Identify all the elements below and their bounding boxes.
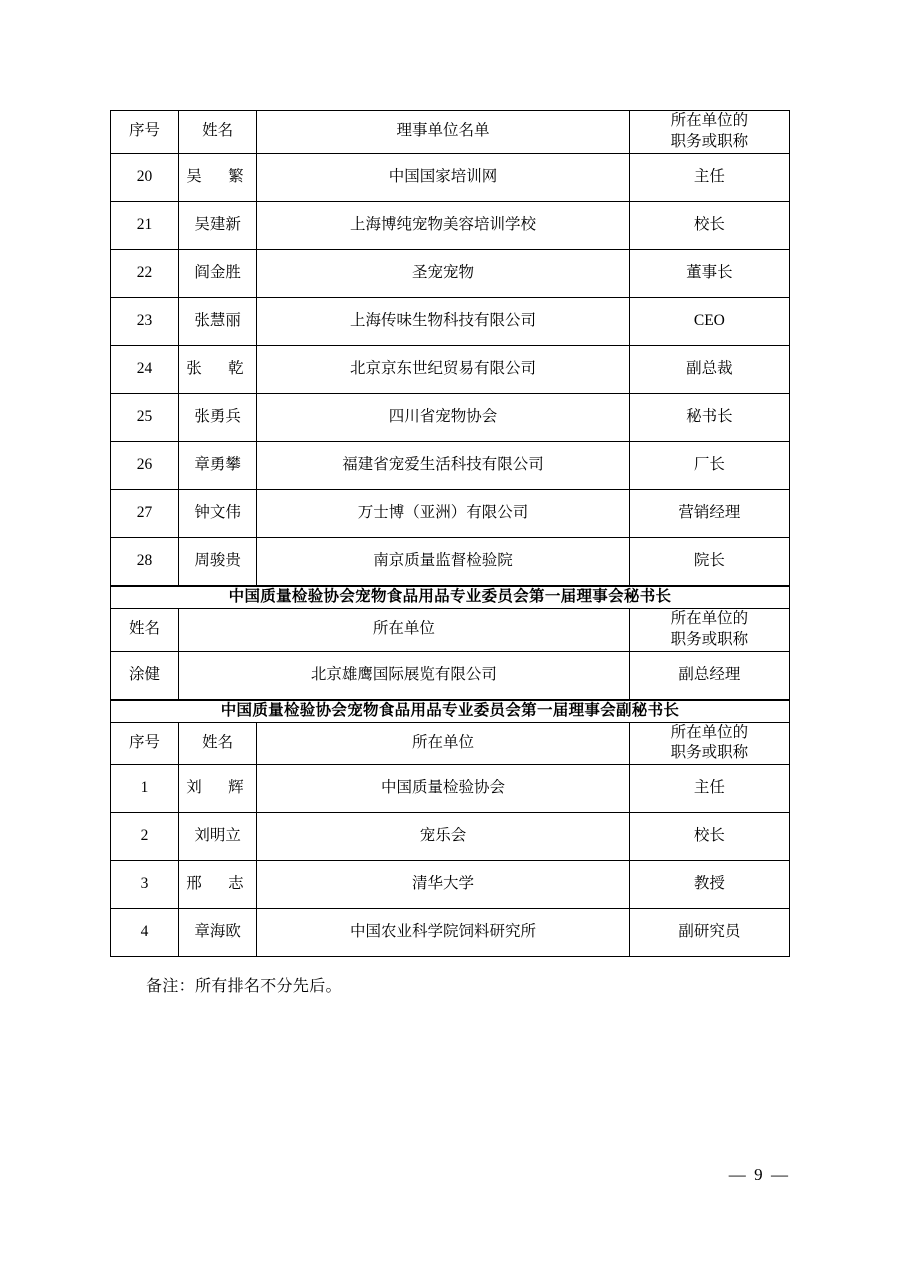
header-unit: 理事单位名单 [257, 111, 630, 154]
cell-unit: 中国质量检验协会 [257, 765, 630, 813]
cell-unit: 宠乐会 [257, 813, 630, 861]
cell-title: 校长 [629, 201, 789, 249]
cell-name: 张慧丽 [179, 297, 257, 345]
cell-name: 涂健 [111, 651, 179, 699]
table-row [111, 441, 790, 489]
cell-seq: 20 [111, 153, 179, 201]
table-row [111, 345, 790, 393]
table-row [111, 393, 790, 441]
cell-title: CEO [629, 297, 789, 345]
cell-seq: 23 [111, 297, 179, 345]
section-title-row [111, 586, 790, 608]
page-number: — 9 — [728, 1165, 790, 1184]
cell-name: 阎金胜 [179, 249, 257, 297]
cell-seq: 26 [111, 441, 179, 489]
table-row [111, 861, 790, 909]
table-row [111, 909, 790, 957]
cell-unit: 中国农业科学院饲料研究所 [257, 909, 630, 957]
header-title-line2: 职务或职称 [670, 630, 749, 648]
cell-unit: 上海博纯宠物美容培训学校 [257, 201, 630, 249]
cell-title: 厂长 [629, 441, 789, 489]
cell-title: 秘书长 [629, 393, 789, 441]
header-title-line1: 所在单位的 [670, 609, 749, 627]
header-title-line1: 所在单位的 [670, 723, 749, 741]
cell-title: 校长 [629, 813, 789, 861]
table-row [111, 249, 790, 297]
cell-seq: 27 [111, 489, 179, 537]
cell-unit: 福建省宠爱生活科技有限公司 [257, 441, 630, 489]
header-seq: 序号 [111, 722, 179, 765]
directors-table [110, 110, 790, 586]
cell-title: 副总裁 [629, 345, 789, 393]
section-title-deputy-secretary-general: 中国质量检验协会宠物食品用品专业委员会第一届理事会副秘书长 [111, 700, 790, 722]
cell-title: 副研究员 [629, 909, 789, 957]
cell-title: 主任 [629, 153, 789, 201]
cell-name: 吴 繁 [179, 153, 257, 201]
cell-unit: 上海传味生物科技有限公司 [257, 297, 630, 345]
footnote: 备注：所有排名不分先后。 [146, 978, 342, 996]
table-row [111, 765, 790, 813]
cell-title: 主任 [629, 765, 789, 813]
cell-name: 钟文伟 [179, 489, 257, 537]
header-title [629, 111, 789, 154]
table-header-row [111, 111, 790, 154]
cell-seq: 28 [111, 537, 179, 585]
cell-unit: 圣宠宠物 [257, 249, 630, 297]
cell-unit: 北京京东世纪贸易有限公司 [257, 345, 630, 393]
header-title-line2: 职务或职称 [670, 132, 749, 150]
header-name: 姓名 [179, 722, 257, 765]
cell-name: 章海欧 [179, 909, 257, 957]
cell-title: 董事长 [629, 249, 789, 297]
cell-seq: 2 [111, 813, 179, 861]
header-title [629, 608, 789, 651]
table-row [111, 813, 790, 861]
header-title-line1: 所在单位的 [670, 112, 749, 129]
table-row [111, 537, 790, 585]
table-header-row [111, 608, 790, 651]
header-unit: 所在单位 [179, 608, 630, 651]
cell-unit: 中国国家培训网 [257, 153, 630, 201]
table-row [111, 201, 790, 249]
cell-seq: 21 [111, 201, 179, 249]
table-header-row [111, 722, 790, 765]
cell-name: 刘 辉 [179, 765, 257, 813]
cell-seq: 4 [111, 909, 179, 957]
cell-unit: 万士博（亚洲）有限公司 [257, 489, 630, 537]
header-title [629, 722, 789, 765]
cell-unit: 南京质量监督检验院 [257, 537, 630, 585]
cell-seq: 22 [111, 249, 179, 297]
cell-title: 教授 [629, 861, 789, 909]
cell-unit: 北京雄鹰国际展览有限公司 [179, 651, 630, 699]
table-row [111, 297, 790, 345]
cell-seq: 3 [111, 861, 179, 909]
header-name: 姓名 [179, 111, 257, 154]
cell-name: 章勇攀 [179, 441, 257, 489]
cell-title: 院长 [629, 537, 789, 585]
header-unit: 所在单位 [257, 722, 630, 765]
cell-title: 营销经理 [629, 489, 789, 537]
cell-seq: 25 [111, 393, 179, 441]
cell-name: 张 乾 [179, 345, 257, 393]
cell-name: 刘明立 [179, 813, 257, 861]
table-row [111, 651, 790, 699]
cell-name: 吴建新 [179, 201, 257, 249]
header-title-line2: 职务或职称 [670, 744, 749, 762]
cell-seq: 1 [111, 765, 179, 813]
header-name: 姓名 [111, 608, 179, 651]
section-title-row [111, 700, 790, 722]
cell-seq: 24 [111, 345, 179, 393]
cell-title: 副总经理 [629, 651, 789, 699]
cell-unit: 四川省宠物协会 [257, 393, 630, 441]
deputy-secretary-general-table [110, 700, 790, 958]
secretary-general-table [110, 586, 790, 700]
table-row [111, 489, 790, 537]
cell-name: 邢 志 [179, 861, 257, 909]
section-title-secretary-general: 中国质量检验协会宠物食品用品专业委员会第一届理事会秘书长 [111, 586, 790, 608]
cell-unit: 清华大学 [257, 861, 630, 909]
header-seq: 序号 [111, 111, 179, 154]
cell-name: 周骏贵 [179, 537, 257, 585]
table-row [111, 153, 790, 201]
cell-name: 张勇兵 [179, 393, 257, 441]
